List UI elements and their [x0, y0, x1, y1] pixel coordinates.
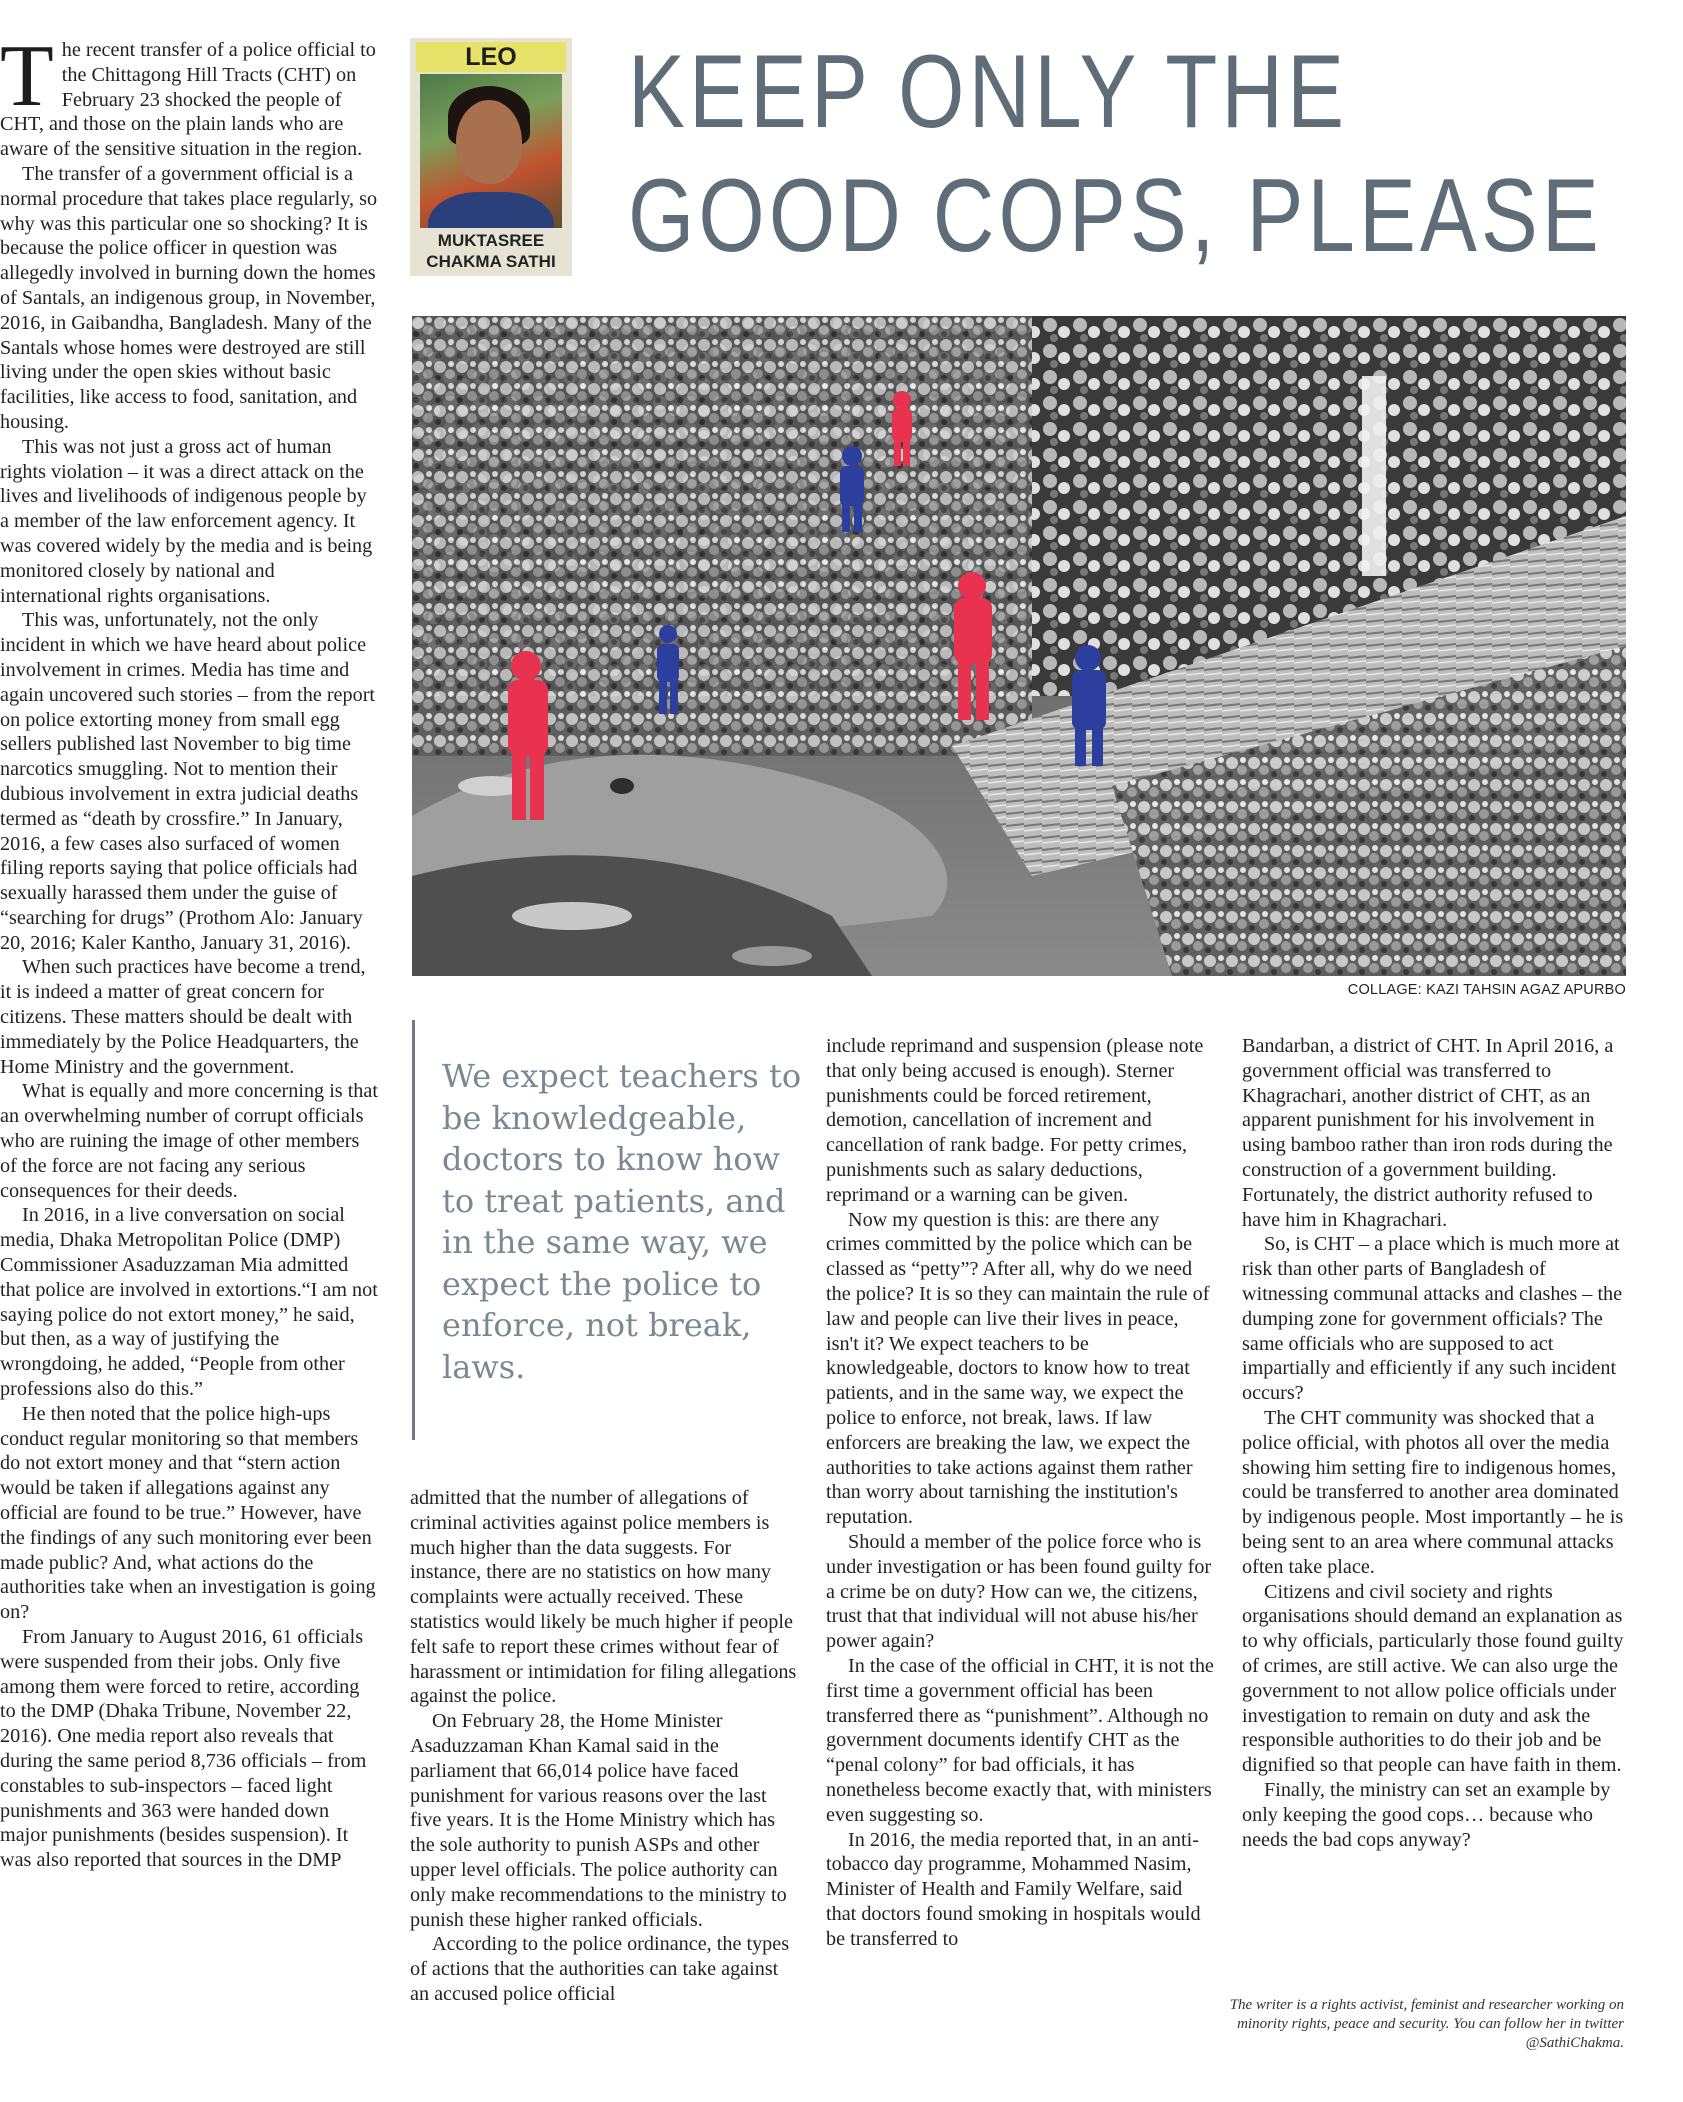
author-photo-face: [456, 100, 522, 184]
headline: [628, 30, 1603, 278]
paragraph-text: he recent transfer of a police official to the Chittagong Hill Tracts (CHT) on February 23 shocked the people of CHT, and those on the plain lands who are aware of the sensitive situation in the region.: [0, 39, 376, 161]
image-credit: COLLAGE: KAZI TAHSIN AGAZ APURBO: [1347, 982, 1626, 998]
stone-3: [512, 902, 632, 930]
article-paragraph: According to the police ordinance, the types of actions that the authorities can take against an accused police official: [410, 1933, 790, 2005]
article-paragraph: Bandarban, a district of CHT. In April 2016, a government official was transferred to Khagrachari, another district of CHT, as an apparent punishment for his involvement in using bamboo rather than iron rods during the construction of a government building. Fortunately, the district authority refused to have him in Khagrachari.: [1242, 1035, 1614, 1231]
headline-line-2: GOOD COPS, PLEASE: [628, 158, 1603, 274]
pull-quote: We expect teachers to be knowledgeable, doctors to know how to treat patients, and in the same way, we expect the police to enforce, not break, laws.: [442, 1057, 802, 1386]
article-paragraph: This was not just a gross act of human rights violation – it was a direct attack on the lives and livelihoods of indigenous people by a member of the law enforcement agency. It was covered widely by the media and is being monitored closely by national and international rights organisations.: [0, 435, 373, 607]
forest-left: [412, 316, 1032, 756]
drop-cap: T: [0, 38, 54, 125]
article-paragraph: What is equally and more concerning is that an overwhelming number of corrupt officials who are ruining the image of other members of the force are not facing any serious consequences for their deeds.: [0, 1080, 378, 1202]
article-paragraph: From January to August 2016, 61 officials were suspended from their jobs. Only five among them were forced to retire, according to the DMP (Dhaka Tribune, November 22, 2016). One media report also reveals that during the same period 8,736 officials – from constables to sub-inspectors – faced light punishments and 363 were handed down major punishments (besides suspension). It was also reported that sources in the DMP: [0, 1626, 367, 1872]
article-paragraph: In the case of the official in CHT, it is not the first time a government official has been transferred there as “punishment”. Although no government documents identify CHT as the “penal colony” for bad officials, it has nonetheless become exactly that, with ministers even suggesting so.: [826, 1654, 1214, 1826]
article-paragraph: This was, unfortunately, not the only incident in which we have heard about police involvement in crimes. Media has time and again uncovered such stories – from the report on police extorting money from small egg sellers published last November to big time narcotics smuggling. Not to mention their dubious involvement in extra judicial deaths termed as “death by crossfire.” In January, 2016, a few cases also surfaced of women filing reports saying that police officials had sexually harassed them under the guise of “searching for drugs” (Prothom Alo: January 20, 2016; Kaler Kantho, January 31, 2016).: [0, 609, 376, 954]
article-paragraph: Now my question is this: are there any crimes committed by the police which can be classed as “petty”? After all, why do we need the police? It is so they can maintain the rule of law and people can live their lives in peace, isn't it? We expect teachers to be knowledgeable, doctors to know how to treat patients, and in the same way, we expect the police to enforce, not break, laws. If law enforcers are breaking the law, we expect the authorities to take actions against them rather than worry about tarnishing the institution's reputation.: [826, 1208, 1210, 1529]
article-paragraph: In 2016, in a live conversation on social media, Dhaka Metropolitan Police (DMP) Commissioner Asaduzzaman Mia admitted that police are involved in extortions.“I am not saying police do not extort money,” he said, but then, as a way of justifying the wrongdoing, he added, “People from other professions also do this.”: [0, 1204, 378, 1401]
author-byline: [410, 38, 572, 276]
collage-image: [412, 316, 1626, 976]
pull-quote-rule: [412, 1020, 415, 1440]
article-paragraph: The CHT community was shocked that a police official, with photos all over the media showing him setting fire to indigenous homes, could be transferred to another area dominated by indigenous people. Most importantly – he is being sent to an area where communal attacks often take place.: [1242, 1406, 1624, 1578]
waterfall: [1362, 376, 1386, 576]
article-paragraph: include reprimand and suspension (please note that only being accused is enough). Sterner punishments could be forced retirement, demotion, cancellation of increment and cancellation of rank badge. For petty crimes, punishments such as salary deductions, reprimand or a warning can be given.: [826, 1035, 1204, 1206]
article-column-2: [410, 1486, 798, 2086]
stone-2: [610, 778, 634, 794]
article-paragraph: In 2016, the media reported that, in an anti-tobacco day programme, Mohammed Nasim, Minister of Health and Family Welfare, said that doctors found smoking in hospitals would be transferred to: [826, 1828, 1201, 1950]
author-name-caption: MUKTASREE CHAKMA SATHI: [410, 228, 572, 276]
article-column-3: [826, 1034, 1214, 2084]
article-paragraph: When such practices have become a trend, it is indeed a matter of great concern for citizens. These matters should be dealt with immediately by the Police Headquarters, the Home Ministry and the government.: [0, 956, 366, 1078]
article-paragraph: Citizens and civil society and rights organisations should demand an explanation as to why officials, particularly those found guilty of crimes, are still active. We can also urge the government to not allow police officials under investigation to remain on duty and ask the responsible authorities to do their job and be dignified so that people can have faith in them.: [1242, 1580, 1624, 1777]
article-paragraph: Should a member of the police force who is under investigation or has been found guilty for a crime be on duty? How can we, the citizens, trust that that individual will not abuse his/her power again?: [826, 1530, 1212, 1653]
article-paragraph: He then noted that the police high-ups conduct regular monitoring so that members do not extort money and that “stern action would be taken if allegations against any official are found to be true.” However, have the findings of any such monitoring ever been made public? And, what actions do the authorities take when an investigation is going on?: [0, 1402, 376, 1624]
article-column-1: [0, 38, 378, 2078]
article-paragraph: On February 28, the Home Minister Asaduzzaman Khan Kamal said in the parliament that 66,014 police have faced punishment for various reasons over the last five years. It is the Home Ministry which has the sole authority to punish ASPs and other upper level officials. The police authority can only make recommendations to the ministry to punish these higher ranked officials.: [410, 1710, 787, 1931]
article-paragraph: So, is CHT – a place which is much more at risk than other parts of Bangladesh of witnessing communal attacks and clashes – the dumping zone for government officials? The same officials who are supposed to act impartially and efficiently if any such incident occurs?: [1242, 1233, 1623, 1405]
author-label-top: LEO: [416, 42, 566, 72]
article-paragraph: The transfer of a government official is a normal procedure that takes place regularly, so why was this particular one so shocking? It is because the police officer in question was allegedly involved in burning down the homes of Santals, an indigenous group, in November, 2016, in Gaibandha, Bangladesh. Many of the Santals whose homes were destroyed are still living under the open skies without basic facilities, like access to food, sanitation, and housing.: [0, 162, 378, 433]
headline-line-1: KEEP ONLY THE: [628, 34, 1349, 150]
article-paragraph: Finally, the ministry can set an example by only keeping the good cops… because who needs the bad cops anyway?: [1242, 1778, 1611, 1851]
article-paragraph: admitted that the number of allegations of criminal activities against police members is much higher than the data suggests. For instance, there are no statistics on how many complaints were actually received. These statistics would likely be much higher if people felt safe to report these crimes without fear of harassment or intimidation for filing allegations against the police.: [410, 1487, 797, 1708]
writer-note: The writer is a rights activist, feminist and researcher working on minority rights, peace and security. You can follow her in twitter @SathiChakma.: [1229, 1997, 1624, 2051]
collage-svg: [412, 316, 1626, 976]
article-column-4: [1242, 1034, 1630, 1964]
stone-4: [732, 946, 812, 966]
article-paragraph: [0, 38, 378, 162]
